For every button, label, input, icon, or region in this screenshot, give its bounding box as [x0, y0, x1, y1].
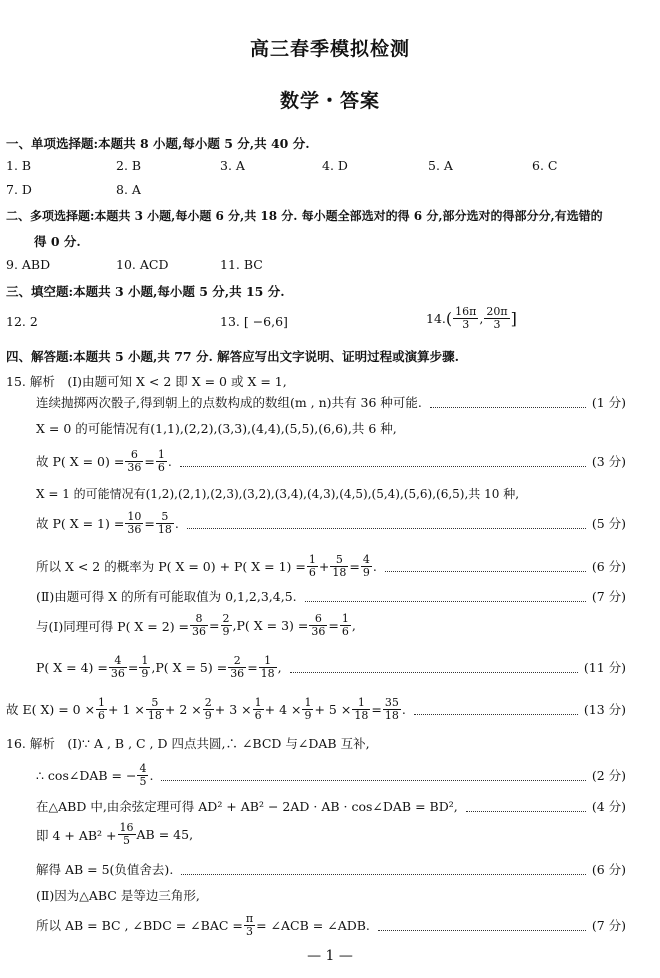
q15-line7: 所以 X < 2 的概率为 P( X = 0) + P( X = 1) = $\frac{1}{6}$ + $\frac{5}{18}$ = $\frac{4}{9}$ . (6 分)	[36, 552, 626, 579]
section4-heading: 四、解答题:本题共 5 小题,共 77 分. 解答应写出文字说明、证明过程或演算步骤.	[6, 349, 460, 364]
q15-line11: 故 E( X) = 0 × $\frac{1}{6}$ + 1 × $\frac{5}{18}$ + 2 × $\frac{2}{9}$ + 3 × $\frac{1}{6}$ + 4 × $\frac{1}{9}$ + 5 × $\frac{1}{18}$ = $\frac{35}{18}$ . (13 分)	[6, 695, 626, 722]
answer-8: 8. A	[116, 182, 141, 197]
score-mark: (13 分)	[583, 702, 626, 717]
score-mark: (6 分)	[591, 559, 626, 574]
answer-2: 2. B	[116, 158, 142, 173]
answer-10: 10. ACD	[116, 257, 169, 272]
score-mark: (2 分)	[591, 768, 626, 783]
q16-line5: 解得 AB = 5(负值舍去). (6 分)	[36, 862, 626, 877]
answer-12: 12. 2	[6, 314, 38, 329]
answer-1: 1. B	[6, 158, 32, 173]
q16-line4: 即 4 + AB² + $\frac{16}{5}$ AB = 45,	[36, 821, 194, 847]
score-mark: (5 分)	[591, 516, 626, 531]
q15-line10: P( X = 4) = $\frac{4}{36}$ = $\frac{1}{9}$ ,P( X = 5) = $\frac{2}{36}$ = $\frac{1}{18}$ , (11 分)	[36, 653, 626, 680]
answer-5: 5. A	[428, 158, 453, 173]
answer-3: 3. A	[220, 158, 245, 173]
answer-13: 13. [ −6,6]	[220, 314, 288, 329]
fraction: $\frac{16\pi}{3}$	[455, 305, 477, 331]
q16-line1: 16. 解析 (Ⅰ)∵ A , B , C , D 四点共圆,∴ ∠BCD 与∠DAB 互补,	[6, 736, 370, 751]
section3-heading: 三、填空题:本题共 3 小题,每小题 5 分,共 15 分.	[6, 284, 285, 299]
answer-6: 6. C	[532, 158, 558, 173]
answer-11: 11. BC	[220, 257, 263, 272]
answer-14: 14. ( $\frac{16\pi}{3}$ , $\frac{20\pi}{3}$ ]	[426, 305, 517, 331]
answer-4: 4. D	[322, 158, 348, 173]
answer-9: 9. ABD	[6, 257, 51, 272]
score-mark: (11 分)	[583, 660, 626, 675]
q15-line4: 故 P( X = 0) = $\frac{6}{36}$ = $\frac{1}{6}$ . (3 分)	[36, 447, 626, 474]
answer-14-label: 14.	[426, 311, 446, 326]
score-mark: (3 分)	[591, 454, 626, 469]
q15-line2: 连续抛掷两次骰子,得到朝上的点数构成的数组(m , n)共有 36 种可能. (1 分)	[36, 395, 626, 410]
page-title: 高三春季模拟检测	[249, 38, 410, 60]
q15-line5: X = 1 的可能情况有(1,2),(2,1),(2,3),(3,2),(3,4),(4,3),(4,5),(5,4),(5,6),(6,5),共 10 种,	[36, 487, 520, 501]
q16-line2: ∴ cos∠DAB = − $\frac{4}{5}$ . (2 分)	[36, 761, 626, 788]
section2-heading-line2: 得 0 分.	[34, 234, 81, 249]
q15-line3: X = 0 的可能情况有(1,1),(2,2),(3,3),(4,4),(5,5),(6,6),共 6 种,	[36, 421, 397, 436]
page-subtitle: 数学・答案	[279, 90, 380, 112]
q15-line8: (Ⅱ)由题可得 X 的所有可能取值为 0,1,2,3,4,5. (7 分)	[36, 589, 626, 604]
score-mark: (7 分)	[591, 918, 626, 933]
q16-line3: 在△ABD 中,由余弦定理可得 AD² + AB² − 2AD · AB · cos∠DAB = BD², (4 分)	[36, 799, 626, 814]
score-mark: (4 分)	[591, 799, 626, 814]
section2-heading-line1: 二、多项选择题:本题共 3 小题,每小题 6 分,共 18 分. 每小题全部选对的得 6 分,部分选对的得部分分,有选错的	[6, 209, 603, 223]
q15-line1: 15. 解析 (Ⅰ)由题可知 X < 2 即 X = 0 或 X = 1,	[6, 374, 287, 389]
score-mark: (7 分)	[591, 589, 626, 604]
score-mark: (1 分)	[591, 395, 626, 410]
section1-heading: 一、单项选择题:本题共 8 小题,每小题 5 分,共 40 分.	[6, 136, 310, 151]
q16-line7: 所以 AB = BC , ∠BDC = ∠BAC = $\frac{\pi}{3}$ = ∠ACB = ∠ADB. (7 分)	[36, 911, 626, 938]
q15-line9: 与(Ⅰ)同理可得 P( X = 2) = $\frac{8}{36}$ = $\frac{2}{9}$ ,P( X = 3) = $\frac{6}{36}$ = $\frac{1}{6}$ ,	[36, 612, 356, 638]
page-number: — 1 —	[307, 948, 353, 964]
bracket-close: ]	[510, 309, 517, 328]
q16-line6: (Ⅱ)因为△ABC 是等边三角形,	[36, 888, 200, 903]
answer-7: 7. D	[6, 182, 32, 197]
paren-open: (	[445, 309, 453, 328]
fraction: $\frac{20\pi}{3}$	[486, 305, 508, 331]
score-mark: (6 分)	[591, 862, 626, 877]
q15-line6: 故 P( X = 1) = $\frac{10}{36}$ = $\frac{5}{18}$ . (5 分)	[36, 509, 626, 536]
